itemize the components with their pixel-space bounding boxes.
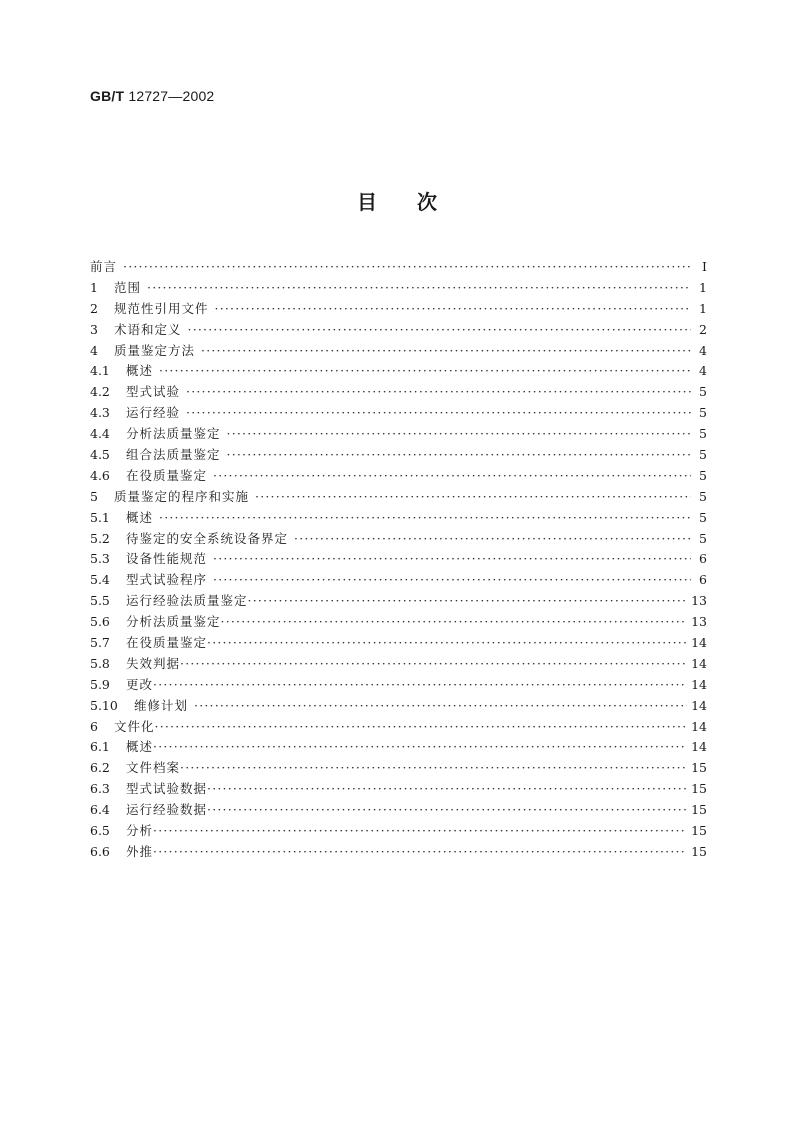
toc-entry-label: 规范性引用文件 [114, 300, 209, 316]
toc-entry-number: 6.6 [90, 843, 110, 859]
toc-entry[interactable] [90, 717, 707, 738]
toc-dot-leader [255, 487, 691, 508]
toc-entry[interactable] [90, 821, 707, 842]
toc-entry-number: 2 [90, 300, 98, 316]
toc-entry[interactable] [90, 612, 707, 633]
toc-dot-leader [153, 842, 687, 863]
toc-entry-number: 5.6 [90, 614, 110, 630]
toc-entry-label: 分析法质量鉴定 [126, 426, 221, 442]
standard-number: 12727—2002 [128, 88, 215, 104]
toc-entry-number: 6.2 [90, 760, 110, 776]
toc-dot-leader [186, 403, 691, 424]
toc-entry-label: 型式试验 [126, 384, 181, 400]
toc-dot-leader [207, 633, 687, 654]
toc-dot-leader [147, 278, 691, 299]
toc-entry-page: 14 [691, 676, 707, 692]
toc-dot-leader [215, 299, 691, 320]
toc-entry-page: 15 [691, 781, 707, 797]
toc-entry-number: 4.6 [90, 467, 110, 483]
toc-entry-page: Ⅰ [702, 259, 707, 274]
toc-dot-leader [180, 758, 687, 779]
toc-entry-number: 1 [90, 279, 98, 295]
toc-entry[interactable] [90, 424, 707, 445]
toc-entry-page: 14 [691, 718, 707, 734]
toc-entry-number: 5.1 [90, 509, 110, 525]
toc-entry[interactable] [90, 800, 707, 821]
standard-prefix: GB/T [90, 88, 125, 104]
toc-entry[interactable] [90, 299, 707, 320]
toc-dot-leader [194, 696, 687, 717]
toc-entry-page: 14 [691, 739, 707, 755]
toc-entry-label: 运行经验数据 [126, 802, 208, 818]
toc-entry[interactable] [90, 466, 707, 487]
toc-entry-label: 质量鉴定的程序和实施 [114, 488, 250, 504]
toc-entry-number: 4.2 [90, 384, 110, 400]
toc-entry-page: 15 [691, 802, 707, 818]
toc-entry[interactable] [90, 487, 707, 508]
toc-entry-label: 文件档案 [126, 760, 181, 776]
toc-entry-number: 5 [90, 488, 98, 504]
toc-dot-leader [159, 508, 691, 529]
toc-entry-page: 1 [699, 279, 707, 295]
toc-entry-number: 3 [90, 321, 98, 337]
toc-entry-label: 在役质量鉴定 [126, 467, 208, 483]
toc-entry[interactable] [90, 257, 707, 278]
toc-entry-label: 失效判据 [126, 655, 181, 671]
table-of-contents [90, 257, 707, 863]
toc-entry-page: 6 [699, 572, 707, 588]
toc-entry-number: 5.5 [90, 593, 110, 609]
toc-entry-label: 组合法质量鉴定 [126, 447, 221, 463]
toc-entry-page: 15 [691, 760, 707, 776]
toc-entry-label: 质量鉴定方法 [114, 342, 196, 358]
toc-dot-leader [159, 361, 691, 382]
toc-entry-page: 2 [699, 321, 707, 337]
toc-entry[interactable] [90, 278, 707, 299]
toc-entry[interactable] [90, 403, 707, 424]
toc-entry-number: 5.9 [90, 676, 110, 692]
toc-dot-leader [123, 257, 691, 278]
toc-entry-page: 14 [691, 655, 707, 671]
toc-dot-leader [294, 529, 691, 550]
toc-entry-number: 4.4 [90, 426, 110, 442]
toc-entry-page: 15 [691, 843, 707, 859]
toc-entry[interactable] [90, 842, 707, 863]
toc-entry-page: 6 [699, 551, 707, 567]
toc-entry-page: 4 [699, 342, 707, 358]
toc-dot-leader [186, 382, 691, 403]
toc-entry[interactable] [90, 341, 707, 362]
toc-entry-page: 14 [691, 635, 707, 651]
toc-entry[interactable] [90, 654, 707, 675]
toc-entry-label: 运行经验 [126, 405, 181, 421]
toc-dot-leader [207, 800, 687, 821]
toc-entry-number: 4.5 [90, 447, 110, 463]
toc-entry-label: 设备性能规范 [126, 551, 208, 567]
document-code [90, 88, 214, 104]
toc-dot-leader [180, 654, 687, 675]
toc-entry-number: 5.7 [90, 635, 110, 651]
toc-entry[interactable] [90, 549, 707, 570]
toc-entry[interactable] [90, 529, 707, 550]
toc-entry[interactable] [90, 591, 707, 612]
toc-entry[interactable] [90, 320, 707, 341]
toc-dot-leader [227, 424, 691, 445]
toc-entry-label: 外推 [126, 843, 154, 859]
toc-entry[interactable] [90, 382, 707, 403]
toc-entry-number: 5.3 [90, 551, 110, 567]
toc-entry[interactable] [90, 779, 707, 800]
toc-entry-number: 4 [90, 342, 98, 358]
toc-entry-number: 5.10 [90, 697, 118, 713]
toc-entry-label: 更改 [126, 676, 154, 692]
toc-entry-label: 分析法质量鉴定 [126, 614, 221, 630]
toc-entry-number: 5.4 [90, 572, 110, 588]
toc-entry-page: 5 [699, 530, 707, 546]
toc-entry-number: 6.4 [90, 802, 110, 818]
toc-entry-label: 文件化 [114, 718, 155, 734]
toc-entry[interactable] [90, 445, 707, 466]
toc-entry-number: 5.8 [90, 655, 110, 671]
toc-entry-page: 13 [691, 614, 707, 630]
toc-entry[interactable] [90, 696, 707, 717]
toc-entry-label: 前言 [90, 259, 118, 274]
toc-entry-page: 14 [691, 697, 707, 713]
toc-entry-page: 5 [699, 509, 707, 525]
toc-entry-label: 型式试验数据 [126, 781, 208, 797]
toc-entry-page: 5 [699, 447, 707, 463]
toc-entry-label: 术语和定义 [114, 321, 182, 337]
toc-entry[interactable] [90, 758, 707, 779]
toc-entry-label: 范围 [114, 279, 142, 295]
toc-entry-label: 运行经验法质量鉴定 [126, 593, 248, 609]
toc-entry-label: 分析 [126, 823, 154, 839]
toc-entry-page: 5 [699, 488, 707, 504]
toc-entry-label: 待鉴定的安全系统设备界定 [126, 530, 289, 546]
toc-entry-page: 5 [699, 426, 707, 442]
toc-dot-leader [227, 445, 691, 466]
toc-entry-label: 概述 [126, 363, 154, 379]
toc-dot-leader [201, 341, 691, 362]
toc-entry-number: 6.3 [90, 781, 110, 797]
toc-dot-leader [153, 675, 687, 696]
toc-dot-leader [188, 320, 691, 341]
toc-entry-page: 5 [699, 467, 707, 483]
toc-dot-leader [213, 466, 691, 487]
toc-entry-page: 1 [699, 300, 707, 316]
toc-entry-number: 6.5 [90, 823, 110, 839]
toc-entry-label: 概述 [126, 509, 154, 525]
toc-entry-number: 6.1 [90, 739, 110, 755]
toc-entry-label: 概述 [126, 739, 154, 755]
toc-entry-page: 5 [699, 405, 707, 421]
toc-dot-leader [213, 570, 691, 591]
toc-entry-number: 4.3 [90, 405, 110, 421]
toc-entry[interactable] [90, 675, 707, 696]
toc-dot-leader [155, 717, 688, 738]
toc-dot-leader [207, 779, 687, 800]
toc-entry-page: 15 [691, 823, 707, 839]
toc-entry[interactable] [90, 361, 707, 382]
toc-entry-page: 13 [691, 593, 707, 609]
toc-dot-leader [213, 549, 691, 570]
toc-entry-page: 5 [699, 384, 707, 400]
toc-entry-label: 型式试验程序 [126, 572, 208, 588]
toc-entry-number: 4.1 [90, 363, 110, 379]
page-title: 目次 [357, 190, 477, 214]
toc-entry[interactable] [90, 633, 707, 654]
toc-entry-page: 4 [699, 363, 707, 379]
toc-entry-number: 5.2 [90, 530, 110, 546]
toc-entry-label: 维修计划 [134, 697, 189, 713]
toc-entry-number: 6 [90, 718, 98, 734]
toc-entry[interactable] [90, 737, 707, 758]
toc-entry-label: 在役质量鉴定 [126, 635, 208, 651]
toc-dot-leader [153, 737, 687, 758]
toc-dot-leader [153, 821, 687, 842]
toc-dot-leader [221, 612, 688, 633]
toc-dot-leader [248, 591, 688, 612]
toc-entry[interactable] [90, 570, 707, 591]
toc-entry[interactable] [90, 508, 707, 529]
